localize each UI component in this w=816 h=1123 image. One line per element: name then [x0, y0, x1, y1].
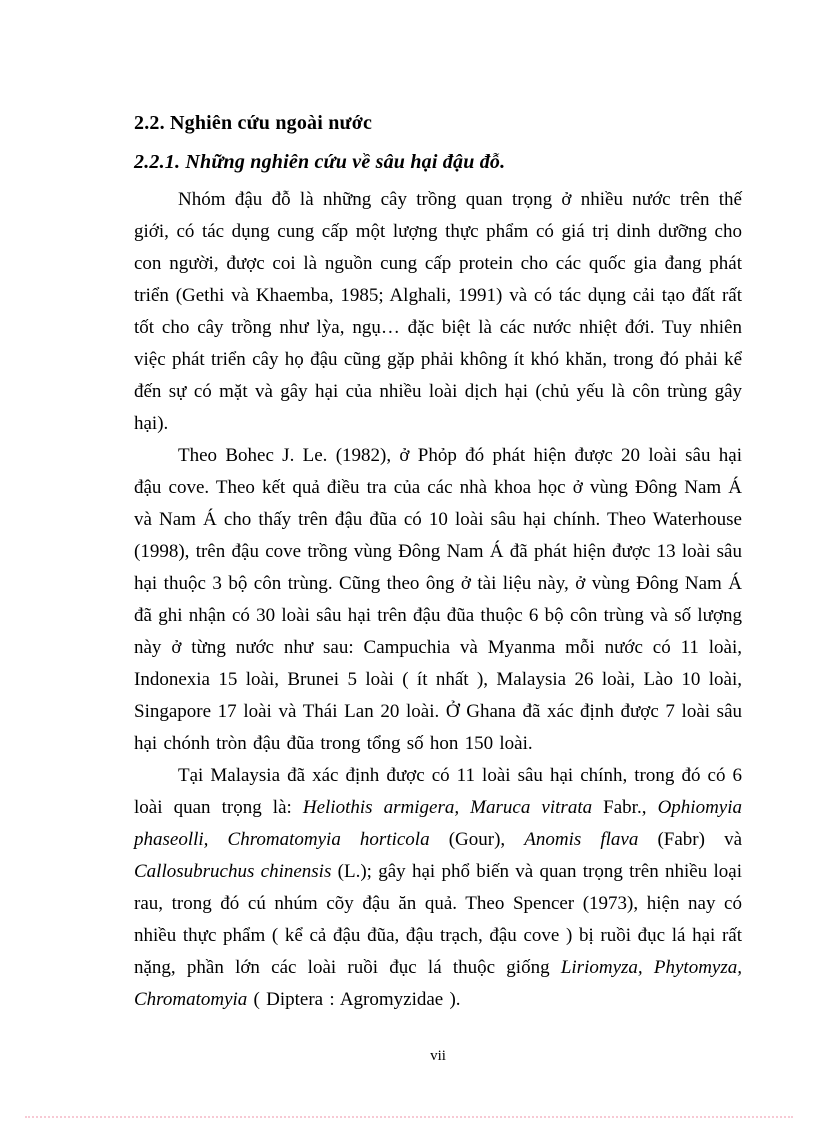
species-name-italic: Anomis flava: [524, 829, 639, 850]
section-heading: 2.2. Nghiên cứu ngoài nước: [134, 112, 373, 134]
body-text: (Gour),: [429, 829, 525, 850]
body-text: Tại Malaysia đã xác định được có 11 loài sâu hại chính, trong đó có 6 loài quan trọng là:: [134, 765, 742, 818]
body-text: Fabr.,: [592, 797, 658, 818]
page-number: vii: [430, 1048, 446, 1064]
body-text: (L.); gây hại phổ biến và quan trọng trên nhiều loại rau, trong đó cú nhúm cõy đậu ăn quả. Theo Spencer (1973), hiện nay có nhiều thực phẩm ( kể cả đậu đũa, đậu trạch, đậu cove ) bị ruồi đục lá hại rất nặng, phần lớn các loài ruồi đục lá thuộc giống: [134, 861, 742, 978]
page-boundary-dotted-line: [25, 1116, 793, 1118]
species-name-italic: Callosubruchus chinensis: [134, 861, 332, 882]
subsection-heading: 2.2.1. Những nghiên cứu về sâu hại đậu đỗ.: [134, 151, 506, 173]
paragraphs: [134, 184, 742, 1016]
paragraph: [134, 760, 742, 1016]
paragraph: [134, 440, 742, 760]
paragraph: [134, 184, 742, 440]
body-text: Nhóm đậu đỗ là những cây trồng quan trọng ở nhiều nước trên thế giới, có tác dụng cung cấp một lượng thực phẩm có giá trị dinh dưỡng cho con người, được coi là nguồn cung cấp protein cho các quốc gia đang phát triển (Gethi và Khaemba, 1985; Alghali, 1991) và có tác dụng cải tạo đất rất tốt cho cây trồng như lỳa, ngụ… đặc biệt là các nước nhiệt đới. Tuy nhiên việc phát triển cây họ đậu cũng gặp phải không ít khó khăn, trong đó phải kể đến sự có mặt và gây hại của nhiều loài dịch hại (chủ yếu là côn trùng gây hại).: [134, 189, 742, 434]
document-content: [134, 104, 742, 1016]
body-text: (Fabr) và: [638, 829, 743, 850]
species-name-italic: Heliothis armigera, Maruca vitrata: [302, 797, 593, 818]
species-name-italic: Ophiomyia phaseolli, Chromatomyia horticola: [134, 797, 742, 850]
body-text: Theo Bohec J. Le. (1982), ở Phỏp đó phát hiện được 20 loài sâu hại đậu cove. Theo kết quả điều tra của các nhà khoa học ở vùng Đông Nam Á và Nam Á cho thấy trên đậu đũa có 10 loài sâu hại chính. Theo Waterhouse (1998), trên đậu cove trồng vùng Đông Nam Á đã phát hiện được 13 loài sâu hại thuộc 3 bộ côn trùng. Cũng theo ông ở tài liệu này, ở vùng Đông Nam Á đã ghi nhận có 30 loài sâu hại trên đậu đũa thuộc 6 bộ côn trùng và số lượng này ở từng nước như sau: Campuchia và Myanma mỗi nước có 11 loài, Indonexia 15 loài, Brunei 5 loài ( ít nhất ), Malaysia 26 loài, Lào 10 loài, Singapore 17 loài và Thái Lan 20 loài. Ở Ghana đã xác định được 7 loài sâu hại chónh tròn đậu đũa trong tổng số hon 150 loài.: [134, 445, 742, 754]
body-text: ( Diptera : Agromyzidae ).: [247, 989, 461, 1010]
species-name-italic: Liriomyza, Phytomyza, Chromatomyia: [134, 957, 742, 1010]
